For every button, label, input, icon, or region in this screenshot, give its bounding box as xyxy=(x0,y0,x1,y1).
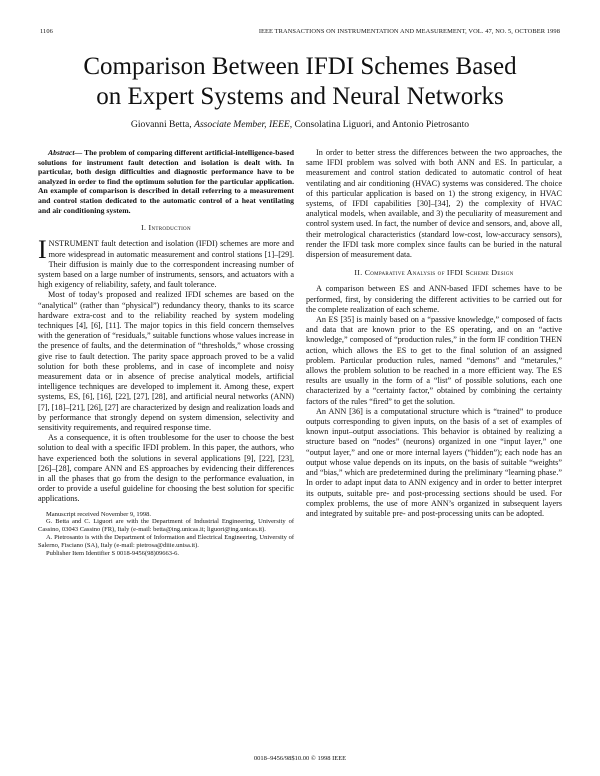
title-line-2: on Expert Systems and Neural Networks xyxy=(96,83,504,110)
page-number: 1106 xyxy=(40,28,53,35)
other-authors: Consolatina Liguori, and Antonio Pietrosanto xyxy=(294,119,470,130)
left-column xyxy=(38,148,294,557)
section-2-paragraph-3: An ANN [36] is a computational structure which is “trained” to produce outputs corresponding to given inputs, on the basis of a set of examples of known input–output associations. This behavior is obtained by realizing a structure based on “nodes” (neurons) organized in one “input layer,” one “output layer,” and one or more internal layers (“hidden”); each node has an output whose value depends on its inputs, on the basis of suitable “weights” and “bias,” which are predetermined during the preliminary “learning phase.” In order to adapt input data to ANN exigency and in order to better interpret its outputs, suitable pre- and post-processing sections should be used. For complex problems, the use of more ANN’s organized in subsequent layers and integrated by suitable pre- and post-processing units can be adopted. xyxy=(306,406,562,518)
abstract-text: The problem of comparing different artificial-intelligence-based solutions for instrument fault detection and isolation is dealt with. In particular, both design difficulties and diagnostic performance have to be analyzed in order to find the optimum solution for the particular application. An example of comparison is described in detail referring to a measurement and control station dedicated to the automatic control of a heat ventilating and air conditioning system. xyxy=(38,148,294,215)
author-list xyxy=(40,119,560,130)
intro-paragraph-1 xyxy=(38,235,294,290)
abstract xyxy=(38,148,294,215)
drop-cap: I xyxy=(38,235,47,265)
intro-paragraph-2: Most of today’s proposed and realized IFDI schemes are based on the “analytical” (rather than “physical”) redundancy theory, thanks to its scarce hardware extra-cost and to the reliability reached by system modeling techniques [4], [6], [11]. The major topics in this field concern themselves with the generation of “residuals,” suitable functions whose values increase in the presence of faults, and the determination of “thresholds,” whose crossing give rise to fault detection. The parity space approach proved to be a valid solution for both these problems, and in case of incomplete and noisy measurement data or in absence of precise analytical models, artificial intelligence techniques are developed to implement it. Among these, expert systems, ES, [6], [16], [22], [27], [28], and artificial neural networks (ANN) [7], [18]–[21], [26], [27] are characterized by design and realization loads and by performance that strongly depend on system dimension, selectivity and sensitivity requirements, and required response time. xyxy=(38,290,294,433)
footnote-received: Manuscript received November 9, 1998. xyxy=(46,510,152,518)
section-2-paragraph-1: A comparison between ES and ANN-based IFDI schemes have to be performed, first, by considering the different activities to be carried out for the complete realization of each scheme. xyxy=(306,284,562,314)
paper-title xyxy=(40,52,560,112)
intro-paragraph-4: In order to better stress the differences between the two approaches, the same IFDI problem was solved with both ANN and ES. In particular, a measurement and control station dedicated to automatic control of heat ventilating and air conditioning (HVAC) systems was considered. The choice of this particular application is based on 1) the strong exigency, in HVAC systems, of IFDI capabilities [30]–[34], 2) the complexity of HVAC analytical models, when available, and 3) the peculiarity of measurement and control system used. In fact, the number of device and sensors, and, above all, their metrological characteristics (standard low-cost, low-accuracy sensors), render the IFDI task more complex since faults can be buried in the natural dispersion of measurement data. xyxy=(306,148,562,260)
section-2-number: II. xyxy=(354,268,363,278)
abstract-lead: Abstract— xyxy=(48,148,83,157)
section-1-number: I. xyxy=(141,223,147,233)
author-1: Giovanni Betta, xyxy=(130,119,192,130)
right-column xyxy=(306,148,562,519)
section-2-title: Comparative Analysis of IFDI Scheme Design xyxy=(364,268,514,278)
author-1-role: Associate Member, IEEE, xyxy=(194,119,293,130)
journal-name: IEEE TRANSACTIONS ON INSTRUMENTATION AND MEASUREMENT, VOL. 47, NO. 5, OCTOBER 1998 xyxy=(258,28,560,35)
section-1-heading xyxy=(38,223,294,233)
intro-paragraph-1-text: NSTRUMENT fault detection and isolation (IFDI) schemes are more and more widespread in automatic measurement and control stations [1]–[29]. Their diffusion is mainly due to the correspondent increasing number of system based on a large number of instruments, sensors, and actuators with a high exigency of reliability, safety, and fault tolerance. xyxy=(38,239,294,290)
footnote-publisher-id: Publisher Item Identifier S 0018-9456(98)09663-6. xyxy=(46,549,180,557)
section-2-heading xyxy=(306,268,562,278)
title-line-1: Comparison Between IFDI Schemes Based xyxy=(83,53,517,80)
section-2-paragraph-2: An ES [35] is mainly based on a “passive knowledge,” composed of facts and data that are known prior to the ES operating, and on an “active knowledge,” composed of “production rules,” in the form IF condition THEN action, which allows the ES to get to the final solution of an assigned problem. Particular production rules, named “demons” and “metarules,” allows the problem solution to be reached in a more efficient way. The ES results are usually in the form of a “list” of possible solutions, each one characterized by a “certainty factor,” obtained by combining the certainty factors of the rules “fired” to get the solution. xyxy=(306,315,562,406)
running-head xyxy=(40,28,560,38)
footnote-pietrosanto: A. Pietrosanto is with the Department of Information and Electrical Engineering, University of Salerno, Fisciano (SA), Italy (e-mail: pietrosa@diiie.unisa.it). xyxy=(38,534,294,549)
section-1-title: Introduction xyxy=(148,223,191,233)
footnotes xyxy=(38,511,294,558)
footnote-betta-liguori: G. Betta and C. Liguori are with the Department of Industrial Engineering, University of Cassino, 03043 Cassino (FR), Italy (e-mail: betta@ing.unicas.it; liguori@ing.unicas.it). xyxy=(38,518,294,534)
copyright-line: 0018–9456/98$10.00 © 1998 IEEE xyxy=(253,755,347,762)
intro-paragraph-3: As a consequence, it is often troublesome for the user to choose the best solution to deal with a specific IFDI problem. In this paper, the authors, who have experienced both the solutions in several applications [9], [22], [23], [26]–[28], compare ANN and ES approaches by evidencing their differences in all the phases that go from the design to the performance evaluation, in order to provide a useful guideline for choosing the best solution for specific applications. xyxy=(38,433,294,504)
